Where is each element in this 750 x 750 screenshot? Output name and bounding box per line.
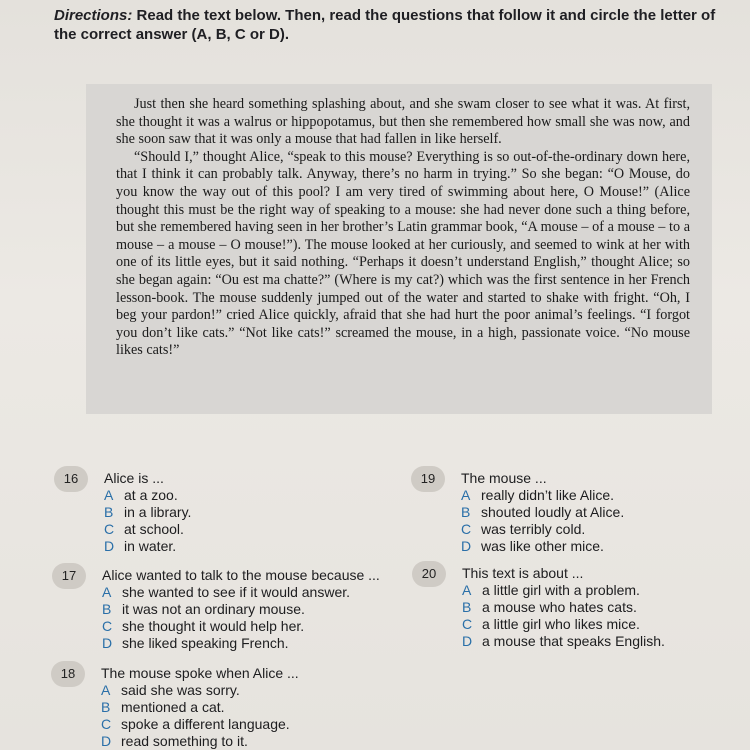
option-text: spoke a different language. — [121, 716, 290, 732]
question-number: 17 — [52, 563, 86, 589]
option-text: a little girl with a problem. — [482, 582, 640, 598]
option-text: at school. — [124, 521, 184, 537]
option-text: read something to it. — [121, 733, 248, 749]
option-a[interactable] — [102, 584, 422, 601]
question-number: 19 — [411, 466, 445, 492]
option-a[interactable] — [101, 682, 421, 699]
question-stem: The mouse spoke when Alice ... — [101, 665, 299, 681]
option-text: mentioned a cat. — [121, 699, 225, 715]
option-b[interactable] — [104, 504, 424, 521]
option-letter: B — [102, 601, 112, 617]
option-a[interactable] — [461, 487, 741, 504]
option-letter: A — [462, 582, 472, 598]
option-letter: B — [461, 504, 471, 520]
option-c[interactable] — [104, 521, 424, 538]
option-d[interactable] — [104, 538, 424, 555]
option-letter: C — [462, 616, 473, 632]
option-letter: B — [462, 599, 472, 615]
passage-paragraph: Just then she heard something splashing about, and she swam closer to see what it was. At first, she thought it was a walrus or hippopotamus, but then she remembered how small she was now, and she soon saw that it was only a mouse that had fallen in like herself. — [116, 96, 690, 148]
option-letter: C — [101, 716, 112, 732]
question-stem: Alice is ... — [104, 470, 164, 486]
option-letter: B — [101, 699, 111, 715]
option-text: she liked speaking French. — [122, 635, 289, 651]
reading-passage — [116, 96, 690, 360]
question-number: 20 — [412, 561, 446, 587]
option-text: shouted loudly at Alice. — [481, 504, 625, 520]
option-letter: D — [101, 733, 112, 749]
option-b[interactable] — [462, 599, 742, 616]
question-stem: This text is about ... — [462, 565, 584, 581]
option-d[interactable] — [461, 538, 741, 555]
question-number: 18 — [51, 661, 85, 687]
option-text: really didn’t like Alice. — [481, 487, 615, 503]
option-text: it was not an ordinary mouse. — [122, 601, 305, 617]
question-number: 16 — [54, 466, 88, 492]
option-letter: A — [104, 487, 114, 503]
option-c[interactable] — [461, 521, 741, 538]
option-letter: C — [104, 521, 115, 537]
option-b[interactable] — [102, 601, 422, 618]
option-text: in a library. — [124, 504, 192, 520]
option-text: a mouse who hates cats. — [482, 599, 637, 615]
option-text: at a zoo. — [124, 487, 178, 503]
passage-paragraph: “Should I,” thought Alice, “speak to this mouse? Everything is so out-of-the-ordinary down here, that I think it can probably talk. Anyway, there’s no harm in trying.” So she began: “O Mouse, do you know the way out of this pool? I am very tired of swimming about here, O Mouse!” (Alice thought this must be the right way of speaking to a mouse: she had never done such a thing before, but she remembered having seen in her brother’s Latin grammar book, “A mouse – of a mouse – to a mouse – a mouse – O mouse!”). The mouse looked at her curiously, and seemed to wink at her with one of its little eyes, but it said nothing. “Perhaps it doesn’t understand English,” thought Alice; so she began again: “Ou est ma chatte?” (Where is my cat?) which was the first sentence in her French lesson-book. The mouse suddenly jumped out of the water and started to shake with fright. “Oh, I beg your pardon!” cried Alice quickly, afraid that she had hurt the poor animal’s feelings. “I forgot you don’t like cats.” “Not like cats!” screamed the mouse, in a high, passionate voice. “No mouse likes cats!” — [116, 148, 690, 359]
option-text: said she was sorry. — [121, 682, 240, 698]
option-text: she wanted to see if it would answer. — [122, 584, 351, 600]
directions — [54, 6, 724, 44]
option-text: a little girl who likes mice. — [482, 616, 640, 632]
option-letter: A — [461, 487, 471, 503]
directions-lead: Directions: — [54, 7, 133, 24]
option-letter: D — [461, 538, 472, 554]
option-d[interactable] — [462, 633, 742, 650]
option-text: in water. — [124, 538, 177, 554]
option-a[interactable] — [104, 487, 424, 504]
question-stem: Alice wanted to talk to the mouse because ... — [102, 567, 380, 583]
option-letter: C — [461, 521, 472, 537]
option-d[interactable] — [101, 733, 421, 750]
option-text: was terribly cold. — [481, 521, 586, 537]
question-stem: The mouse ... — [461, 470, 547, 486]
directions-text: Read the text below. Then, read the questions that follow it and circle the letter of the correct answer (A, B, C or D). — [54, 7, 716, 43]
option-c[interactable] — [102, 618, 422, 635]
option-d[interactable] — [102, 635, 422, 652]
option-b[interactable] — [101, 699, 421, 716]
option-letter: A — [102, 584, 112, 600]
option-letter: B — [104, 504, 114, 520]
option-text: was like other mice. — [481, 538, 604, 554]
option-a[interactable] — [462, 582, 742, 599]
option-b[interactable] — [461, 504, 741, 521]
option-letter: D — [104, 538, 115, 554]
option-letter: A — [101, 682, 111, 698]
option-letter: D — [462, 633, 473, 649]
option-c[interactable] — [101, 716, 421, 733]
option-c[interactable] — [462, 616, 742, 633]
option-letter: C — [102, 618, 113, 634]
option-letter: D — [102, 635, 113, 651]
option-text: a mouse that speaks English. — [482, 633, 665, 649]
option-text: she thought it would help her. — [122, 618, 305, 634]
